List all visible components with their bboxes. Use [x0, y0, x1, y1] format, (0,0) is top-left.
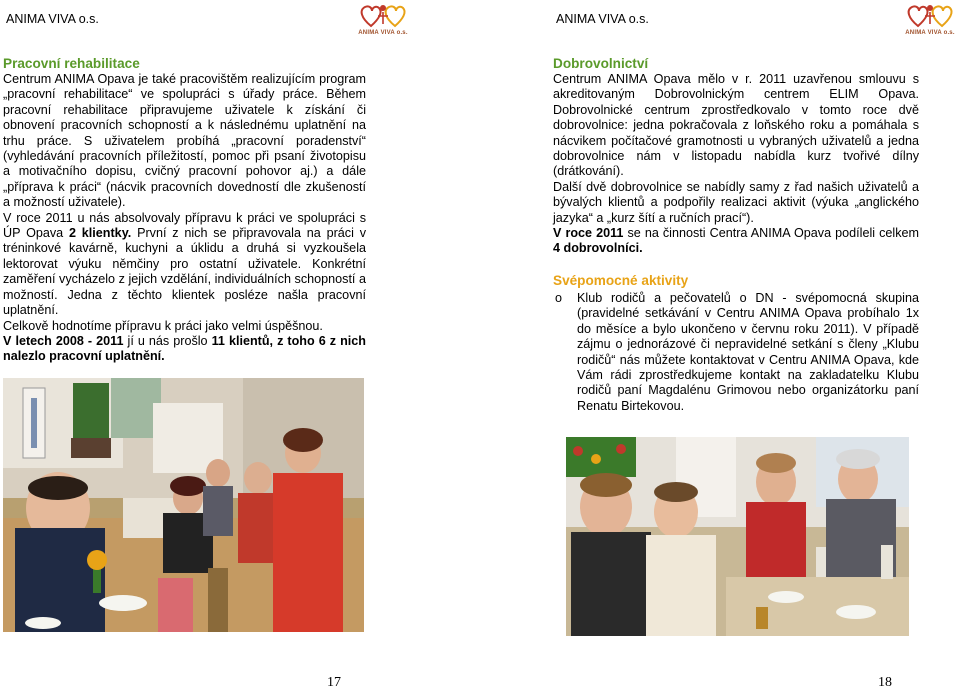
paragraph-evaluation: Celkově hodnotíme přípravu k práci jako velmi úspěšnou. [3, 318, 323, 333]
photo-training-cafe [3, 378, 364, 632]
list-item [553, 291, 919, 414]
anima-viva-logo [357, 2, 409, 36]
paragraph-summary [3, 334, 366, 365]
left-text-column [3, 53, 366, 365]
logo-text: ANIMA VIVA o.s. [358, 30, 408, 36]
s1-p3-bold-c: 4 dobrovolníci. [553, 241, 643, 256]
photo-parents-club [566, 437, 909, 636]
s1-p3-bold-a: V roce 2011 [553, 226, 624, 241]
p4-bold-c: 11 klientů, z toho 6 z nich nalezlo pracovní uplatnění. [3, 333, 367, 364]
right-page [480, 0, 960, 691]
right-text-column [553, 53, 919, 414]
bullet-text: Klub rodičů a pečovatelů o DN - svépomocná skupina (pravidelné setkávání v Centru ANIMA Opava probíhalo 1x do měsíce a bylo ukončeno v červnu roku 2011). V případě zájmu o jednorázové či nepravidelné setkání s členy „Klubu rodičů“ nás můžete kontaktovat v Centru ANIMA Opava, kde Vám rádi zprostředkujeme kontakt na zakladatelku Klubu rodičů paní Magdalénu Grimovou nebo organizátorku paní Renatu Birtekovou. [577, 290, 919, 413]
p2-text-a: V roce 2011 u nás absolvovaly přípravu k práci ve spolupráci s ÚP Opava [3, 210, 366, 241]
header-title: ANIMA VIVA o.s. [6, 12, 99, 26]
paragraph-volunteer-center: Centrum ANIMA Opava mělo v r. 2011 uzavřenou smlouvu s akreditovaným Dobrovolnickým centrem ELIM Opava. Dobrovolnické centrum zprostředkovalo v tomto roce dvě dobrovolnice: jedna pokračovala z loňského roku a pomáhala s nácvikem počítačové gramotnosti u vybraných uživatelů a jedna dobrovolnice nám v listopadu nabídla kurz tvořivé dílny (drátkování). [553, 72, 919, 179]
s1-p3-text-b: se na činnosti Centra ANIMA Opava podíleli celkem [623, 226, 919, 241]
p4-text-b: jí u nás prošlo [123, 333, 212, 348]
paragraph-intro: Centrum ANIMA Opava je také pracovištěm realizujícím program „pracovní rehabilitace“ ve spolupráci s úřady práce. Během pracovní rehabilitace připravujeme uživatele k získání či obnovení pracovních schopností a k následnému uplatnění na trhu práce. S uživatelem probíhá „pracovní poradenství“ (vyhledávání pracovních příležitostí, pomoc při psaní životopisu a motivačního dopisu, cvičný pracovní pohovor aj.) a dále „příprava k práci“ (nácvik pracovních dovedností dle zkušeností a možností uživatele). [3, 72, 366, 210]
section-heading-dobrovolnictvi: Dobrovolnictví [553, 56, 649, 71]
page-number: 17 [327, 675, 341, 690]
paragraph-2011 [3, 211, 366, 319]
p2-text-c: První z nich se připravovala na práci v tréninkové kavárně, kuchyni a úklidu a druhá si vyzkoušela lektorovat výuku němčiny pro ostatní uživatele. Konkrétní zaměření vycházelo z jejich vzdělání, individuálních schopností a možností. Jedna z těchto klientek posléze našla pracovní uplatnění. [3, 226, 366, 318]
paragraph-volunteer-users: Další dvě dobrovolnice se nabídly samy z řad našich uživatelů a bývalých klientů a podpořily realizaci aktivit (výuka „anglického jazyka“ a „kurz šítí a ručních prací“). [553, 179, 919, 225]
logo-text: ANIMA VIVA o.s. [905, 30, 955, 36]
paragraph-volunteer-total [553, 226, 919, 257]
page-number: 18 [878, 675, 892, 690]
p4-bold-a: V letech 2008 - 2011 [3, 333, 124, 348]
p2-bold: 2 klientky. [68, 226, 132, 241]
section-heading-svepomocne-aktivity: Svépomocné aktivity [553, 272, 689, 288]
bullet-marker: o [555, 290, 563, 305]
section-heading-pracovni-rehabilitace: Pracovní rehabilitace [3, 56, 140, 71]
header-title: ANIMA VIVA o.s. [556, 12, 649, 26]
anima-viva-logo [904, 2, 956, 36]
